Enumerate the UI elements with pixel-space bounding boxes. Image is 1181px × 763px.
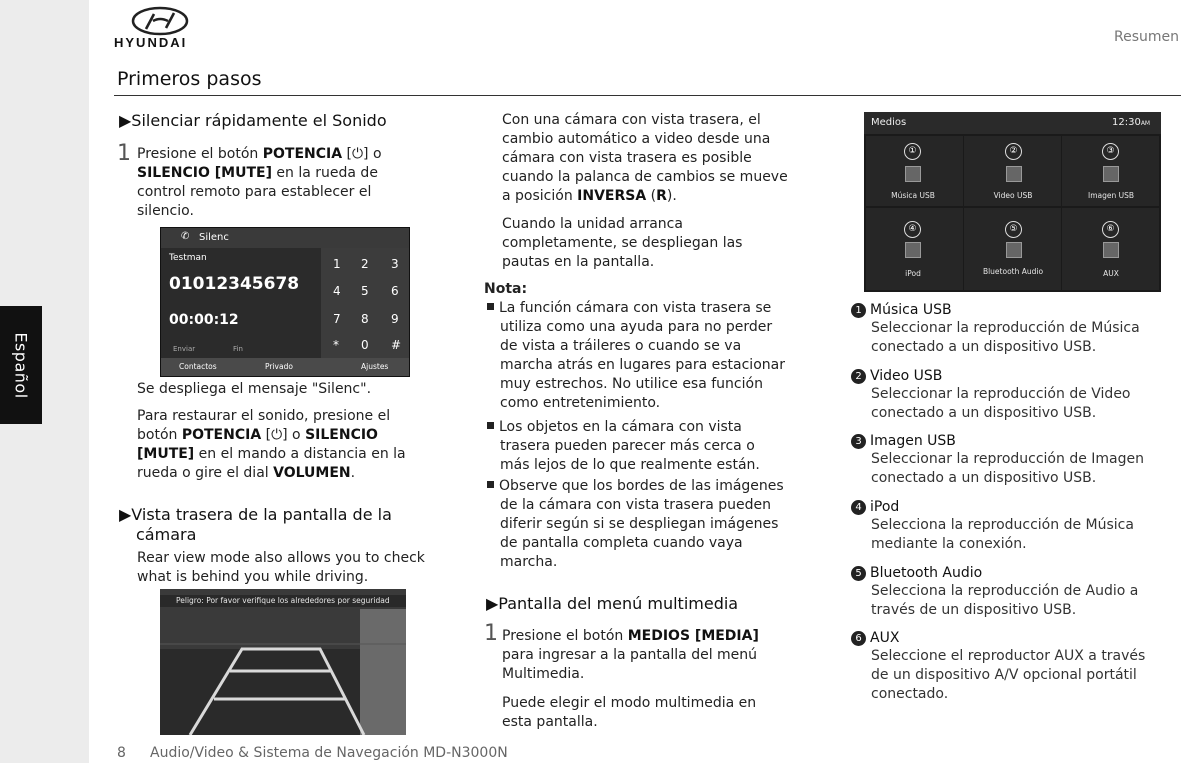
number-badge: 1 (851, 303, 866, 318)
section-title-rear-camera: ▶Vista trasera de la pantalla de la cámara (119, 505, 392, 544)
tab-settings[interactable]: Ajustes (361, 362, 389, 371)
paragraph-camera-switch: Con una cámara con vista trasera, el cambio automático a video desde una cámara con vista trasera es posible cuando la palanca de cambios se mueve a posición INVERSA (R). (502, 112, 788, 204)
usb-music-icon (905, 166, 921, 182)
number-badge: 3 (851, 434, 866, 449)
bullet-marker (487, 422, 494, 429)
brand-wordmark: HYUNDAI (114, 35, 188, 50)
contact-name: Testman (169, 253, 207, 263)
usb-video-icon (1006, 166, 1022, 182)
media-label: Música USB (891, 191, 935, 200)
camera-warning: Peligro: Por favor verifique los alrededores por seguridad (176, 596, 390, 605)
media-item-usb-image: 3 Imagen USB Seleccionar la reproducción de Imagen conectado a un dispositivo USB. (851, 432, 1171, 488)
key[interactable]: 2 (361, 257, 369, 271)
step-number: 1 (117, 141, 131, 166)
step-silence: Presione el botón POTENCIA [⏻] o SILENCIO [MUTE] en la rueda de control remoto para establecer el silencio. (137, 146, 382, 219)
note-bullet: Observe que los bordes de las imágenes de la cámara con vista trasera pueden diferir según si se despliegan imágenes de pantalla completa cuando vaya marcha. (487, 477, 827, 572)
key[interactable]: 9 (391, 312, 399, 326)
paragraph-restore-sound: Para restaurar el sonido, presione el botón POTENCIA [⏻] o SILENCIO [MUTE] en el mando a distancia en la rueda o gire el dial VOLUMEN. (137, 408, 406, 481)
key[interactable]: * (333, 338, 339, 352)
marker-1: ① (904, 143, 921, 160)
key[interactable]: 0 (361, 338, 369, 352)
footer-text: Audio/Video & Sistema de Navegación MD-N3000N (150, 745, 508, 761)
media-clock: 12:30AM (1112, 117, 1151, 128)
media-item-aux: 6 AUX Seleccione el reproductor AUX a través de un dispositivo A/V opcional portátil conectado. (851, 629, 1171, 704)
phone-icon: ✆ (181, 231, 190, 242)
section-label: Resumen (1113, 29, 1179, 45)
media-label: Bluetooth Audio (982, 267, 1044, 276)
phone-number: 01012345678 (169, 274, 300, 294)
step-media: Presione el botón MEDIOS [MEDIA] para ingresar a la pantalla del menú Multimedia. (502, 628, 759, 682)
page-number: 8 (117, 745, 126, 761)
key[interactable]: 7 (333, 312, 341, 326)
usb-image-icon (1103, 166, 1119, 182)
key[interactable]: 8 (361, 312, 369, 326)
page-title: Primeros pasos (117, 68, 262, 90)
note-bullet: Los objetos en la cámara con vista trasera pueden parecer más cerca o más lejos de lo que realmente están. (487, 418, 827, 475)
step-number: 1 (484, 621, 498, 646)
note-label: Nota: (484, 281, 528, 297)
section-title-media-menu: ▶Pantalla del menú multimedia (486, 594, 739, 613)
key[interactable]: 6 (391, 284, 399, 298)
media-item-usb-music: 1 Música USB Seleccionar la reproducción de Música conectado a un dispositivo USB. (851, 301, 1171, 357)
header-divider (114, 95, 1181, 96)
end-button[interactable]: Fin (233, 345, 243, 353)
language-tab-label: Español (11, 331, 31, 399)
call-timer: 00:00:12 (169, 312, 239, 328)
key[interactable]: 3 (391, 257, 399, 271)
number-badge: 2 (851, 369, 866, 384)
aux-icon (1103, 242, 1119, 258)
media-title: Medios (871, 117, 907, 128)
number-badge: 6 (851, 631, 866, 646)
media-item-usb-video: 2 Video USB Seleccionar la reproducción de Video conectado a un dispositivo USB. (851, 367, 1171, 423)
phone-mute-screen (160, 227, 410, 377)
number-badge: 4 (851, 500, 866, 515)
media-label: AUX (1103, 269, 1119, 278)
media-menu-screen (864, 112, 1161, 292)
key[interactable]: 1 (333, 257, 341, 271)
paragraph-guidelines: Cuando la unidad arranca completamente, se despliegan las pautas en la pantalla. (502, 216, 743, 270)
note-bullet: La función cámara con vista trasera se utiliza como una ayuda para no perder de vista a tráileres o cuando se va marcha atrás en lugares para estacionar muy estrechos. No utilice esa función como entretenimiento. (487, 299, 827, 413)
tab-private[interactable]: Privado (265, 362, 293, 371)
phone-title: Silenc (199, 232, 229, 243)
marker-5: ⑤ (1005, 221, 1022, 238)
paragraph-choose-media: Puede elegir el modo multimedia en esta pantalla. (502, 695, 757, 730)
bluetooth-icon (1006, 242, 1022, 258)
bullet-marker (487, 303, 494, 310)
marker-4: ④ (904, 221, 921, 238)
marker-2: ② (1005, 143, 1022, 160)
media-item-bluetooth: 5 Bluetooth Audio Selecciona la reproducción de Audio a través de un dispositivo USB. (851, 564, 1171, 620)
send-button[interactable]: Enviar (173, 345, 196, 353)
paragraph-silenc-message: Se despliega el mensaje "Silenc". (137, 381, 372, 397)
key[interactable]: 5 (361, 284, 369, 298)
key[interactable]: # (391, 338, 402, 352)
tab-contacts[interactable]: Contactos (179, 362, 217, 371)
media-item-ipod: 4 iPod Selecciona la reproducción de Música mediante la conexión. (851, 498, 1171, 554)
number-badge: 5 (851, 566, 866, 581)
ipod-icon (905, 242, 921, 258)
rear-camera-view (160, 589, 406, 735)
marker-3: ③ (1102, 143, 1119, 160)
marker-6: ⑥ (1102, 221, 1119, 238)
bullet-marker (487, 481, 494, 488)
paragraph-rear-view: Rear view mode also allows you to check what is behind you while driving. (137, 550, 425, 585)
section-title-silence: ▶Silenciar rápidamente el Sonido (119, 111, 387, 130)
key[interactable]: 4 (333, 284, 341, 298)
media-label: Imagen USB (1087, 191, 1135, 200)
media-label: iPod (905, 269, 921, 278)
media-label: Video USB (993, 191, 1033, 200)
